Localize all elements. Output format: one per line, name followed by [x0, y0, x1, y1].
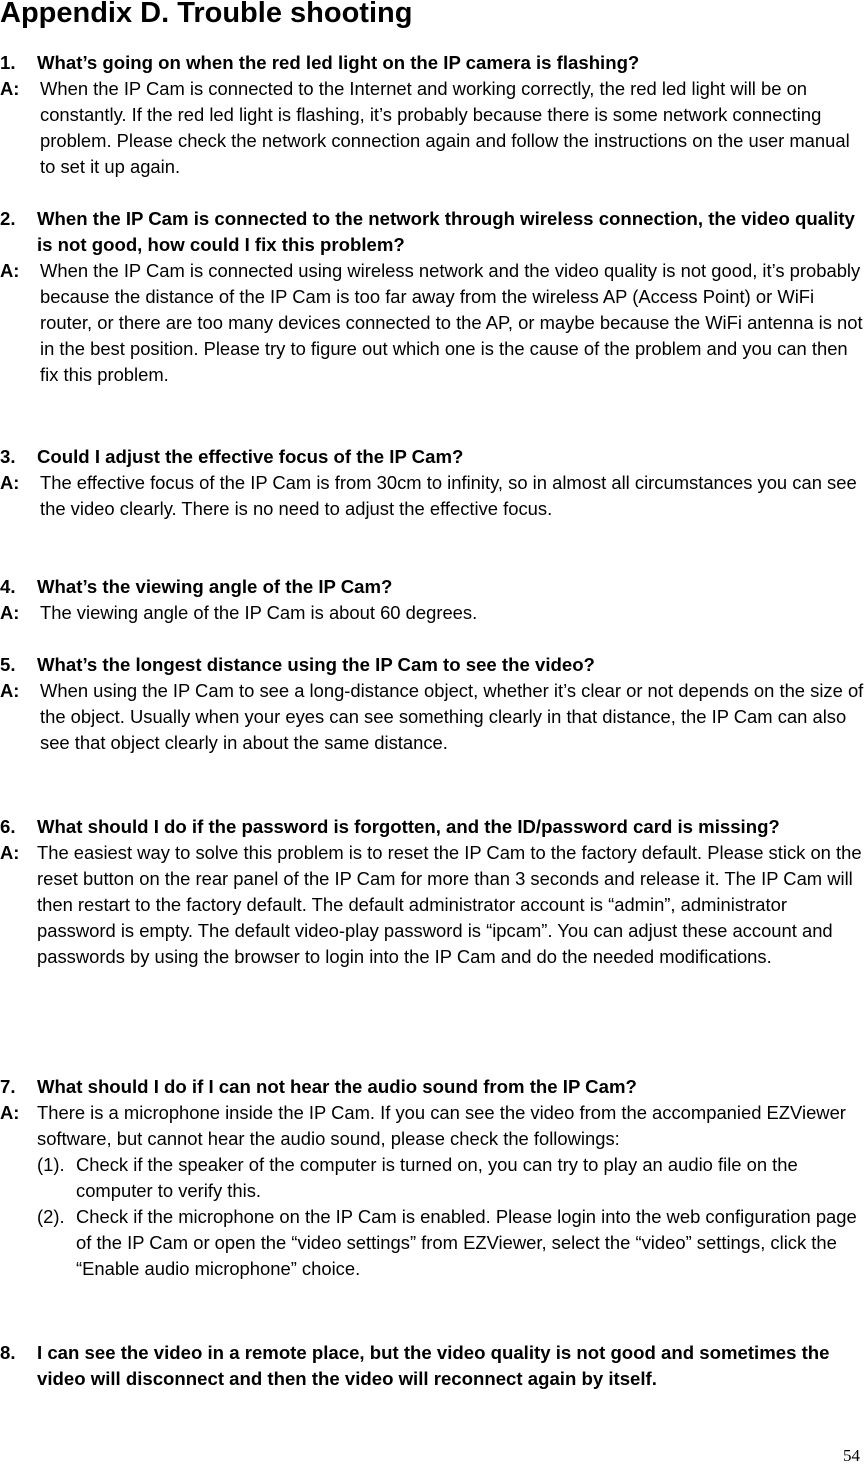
question-number: 3.	[0, 446, 16, 467]
sub-item-label: (2).	[37, 1206, 65, 1227]
answer-label: A:	[0, 260, 20, 281]
faq-item-6	[0, 814, 864, 970]
faq-question	[0, 574, 864, 600]
answer-sub-item	[0, 1152, 864, 1204]
answer-label: A:	[0, 78, 20, 99]
question-number: 4.	[0, 576, 16, 597]
question-number: 7.	[0, 1076, 16, 1097]
page-number: 54	[843, 1446, 860, 1465]
sub-item-text: Check if the speaker of the computer is turned on, you can try to play an audio file on the computer to verify this.	[76, 1154, 798, 1201]
sub-item-label: (1).	[37, 1154, 65, 1175]
faq-answer	[0, 840, 864, 970]
answer-label: A:	[0, 602, 20, 623]
question-text: What’s the longest distance using the IP Cam to see the video?	[37, 654, 595, 675]
faq-question	[0, 814, 864, 840]
question-text: What should I do if the password is forgotten, and the ID/password card is missing?	[37, 816, 780, 837]
answer-text: The viewing angle of the IP Cam is about 60 degrees.	[40, 602, 478, 623]
faq-item-2	[0, 206, 864, 388]
faq-answer	[0, 258, 864, 388]
faq-item-4	[0, 574, 864, 626]
page-title: Appendix D. Trouble shooting	[0, 0, 413, 29]
question-text: What’s going on when the red led light on the IP camera is flashing?	[37, 52, 640, 73]
faq-item-5	[0, 652, 864, 756]
question-text: What’s the viewing angle of the IP Cam?	[37, 576, 393, 597]
faq-item-8	[0, 1340, 864, 1392]
answer-text: When using the IP Cam to see a long-distance object, whether it’s clear or not depends on the size of the object. Usually when your eyes can see something clearly in that distance, the IP Cam can also see that object clearly in about the same distance.	[40, 680, 864, 753]
answer-text: The easiest way to solve this problem is to reset the IP Cam to the factory default. Please stick on the reset button on the rear panel of the IP Cam for more than 3 seconds and release it. The IP Cam will then restart to the factory default. The default administrator account is “admin”, administrator password is empty. The default video-play password is “ipcam”. You can adjust these account and passwords by using the browser to login into the IP Cam and do the needed modifications.	[37, 842, 862, 967]
question-number: 6.	[0, 816, 16, 837]
question-text: I can see the video in a remote place, but the video quality is not good and sometimes the video will disconnect and then the video will reconnect again by itself.	[37, 1342, 830, 1389]
question-text: Could I adjust the effective focus of the IP Cam?	[37, 446, 464, 467]
answer-sub-item	[0, 1204, 864, 1282]
answer-text: The effective focus of the IP Cam is from 30cm to infinity, so in almost all circumstances you can see the video clearly. There is no need to adjust the effective focus.	[40, 472, 857, 519]
question-number: 8.	[0, 1342, 16, 1363]
faq-answer	[0, 600, 864, 626]
answer-label: A:	[0, 680, 20, 701]
faq-answer	[0, 76, 864, 180]
answer-text: There is a microphone inside the IP Cam. If you can see the video from the accompanied EZViewer software, but cannot hear the audio sound, please check the followings:	[37, 1102, 846, 1149]
faq-item-3	[0, 444, 864, 522]
faq-question	[0, 1340, 864, 1392]
answer-label: A:	[0, 842, 20, 863]
faq-answer	[0, 1100, 864, 1152]
answer-label: A:	[0, 1102, 20, 1123]
question-number: 5.	[0, 654, 16, 675]
faq-question	[0, 206, 864, 258]
faq-question	[0, 1074, 864, 1100]
question-number: 1.	[0, 52, 16, 73]
faq-item-1	[0, 50, 864, 180]
answer-text: When the IP Cam is connected to the Internet and working correctly, the red led light will be on constantly. If the red led light is flashing, it’s probably because there is some network connecting problem. Please check the network connection again and follow the instructions on the user manual to set it up again.	[40, 78, 850, 177]
faq-question	[0, 50, 864, 76]
faq-question	[0, 652, 864, 678]
answer-label: A:	[0, 472, 20, 493]
question-number: 2.	[0, 208, 16, 229]
question-text: What should I do if I can not hear the audio sound from the IP Cam?	[37, 1076, 637, 1097]
sub-item-text: Check if the microphone on the IP Cam is enabled. Please login into the web configuration page of the IP Cam or open the “video settings” from EZViewer, select the “video” settings, click the “Enable audio microphone” choice.	[76, 1206, 857, 1279]
faq-answer	[0, 470, 864, 522]
faq-item-7	[0, 1074, 864, 1282]
faq-answer	[0, 678, 864, 756]
question-text: When the IP Cam is connected to the network through wireless connection, the video quality is not good, how could I fix this problem?	[37, 208, 855, 255]
answer-text: When the IP Cam is connected using wireless network and the video quality is not good, it’s probably because the distance of the IP Cam is too far away from the wireless AP (Access Point) or WiFi router, or there are too many devices connected to the AP, or maybe because the WiFi antenna is not in the best position. Please try to figure out which one is the cause of the problem and you can then fix this problem.	[40, 260, 863, 385]
faq-question	[0, 444, 864, 470]
